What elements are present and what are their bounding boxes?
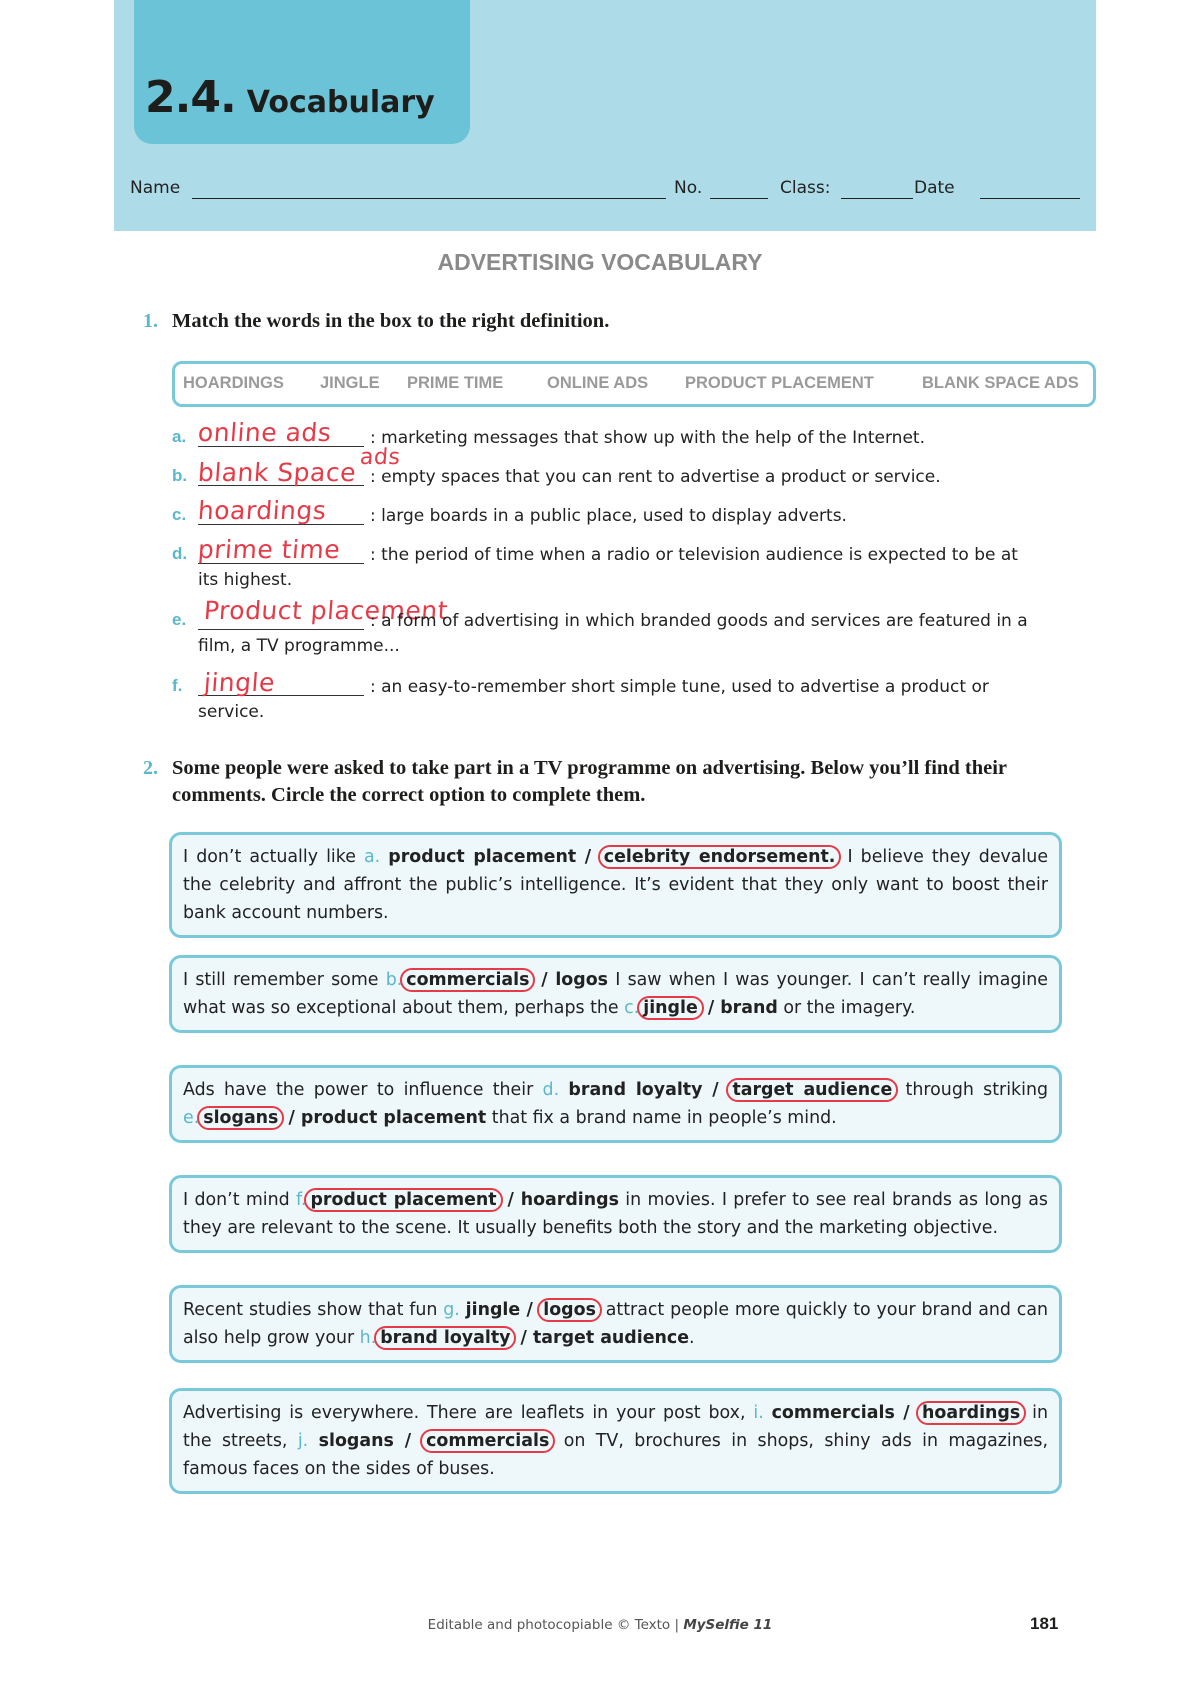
separator: /: [701, 998, 721, 1018]
option-g-1[interactable]: jingle: [465, 1300, 521, 1320]
def-a-letter: a.: [172, 427, 187, 446]
def-b-answer-ads: ads: [359, 445, 402, 470]
comment-box-3: [169, 1065, 1062, 1143]
def-e-blank[interactable]: [198, 629, 364, 630]
def-a-answer: online ads: [196, 418, 333, 447]
separator: /: [894, 1403, 918, 1423]
blank-b-letter: b.: [385, 970, 403, 990]
option-a-2-circled[interactable]: celebrity endorsement.: [598, 845, 842, 869]
option-b-2[interactable]: logos: [555, 970, 608, 990]
option-d-2-circled[interactable]: target audience: [726, 1078, 898, 1102]
comment-6-text-mid: in the streets,: [183, 1403, 1048, 1451]
blank-e-letter: e.: [183, 1108, 200, 1128]
def-e-text: : a form of advertising in which branded goods and services are featured in a: [370, 611, 1028, 631]
blank-g-letter: g.: [443, 1300, 460, 1320]
word-online-ads: ONLINE ADS: [547, 374, 649, 392]
word-hoardings: HOARDINGS: [183, 374, 284, 392]
word-product-placement: PRODUCT PLACEMENT: [685, 374, 874, 392]
name-field[interactable]: [192, 198, 666, 199]
comment-box-2: [169, 955, 1062, 1033]
word-jingle: JINGLE: [320, 374, 380, 392]
comment-5-text-end: .: [689, 1328, 695, 1348]
def-c-answer: hoardings: [196, 496, 328, 525]
comment-1-text: I don’t actually like: [183, 847, 364, 867]
option-c-1-circled[interactable]: jingle: [637, 996, 704, 1020]
word-prime-time: PRIME TIME: [407, 374, 504, 392]
comment-3-text-end: that fix a brand name in people’s mind.: [486, 1108, 837, 1128]
def-f-answer: jingle: [202, 668, 276, 697]
option-i-1[interactable]: commercials: [771, 1403, 895, 1423]
blank-d-letter: d.: [542, 1080, 560, 1100]
def-f-text: : an easy-to-remember short simple tune, used to advertise a product or: [370, 677, 989, 697]
comment-4-text-end: in movies. I prefer to see real brands as long as they are relevant to the scene. It usually benefits both the story and the marketing objective.: [183, 1190, 1048, 1238]
separator: /: [533, 970, 556, 990]
option-e-2[interactable]: product placement: [300, 1108, 487, 1128]
class-label: Class:: [780, 178, 831, 198]
separator: /: [576, 847, 600, 867]
comment-1-text-end: I believe they devalue the celebrity and affront the public’s intelligence. It’s evident that they only want to boost their bank account numbers.: [183, 847, 1049, 923]
comment-box-6: [169, 1388, 1062, 1494]
comment-2-text-mid: I saw when I was younger. I can’t really imagine what was so exceptional about them, perhaps the: [183, 970, 1048, 1018]
option-h-2[interactable]: target audience: [532, 1328, 689, 1348]
comment-box-4: [169, 1175, 1062, 1253]
comment-3-text-mid: through striking: [896, 1080, 1048, 1100]
def-f-text-cont: service.: [198, 702, 265, 722]
option-j-2-circled[interactable]: commercials: [420, 1429, 555, 1453]
separator: /: [702, 1080, 729, 1100]
name-label: Name: [130, 178, 181, 198]
option-j-1[interactable]: slogans: [318, 1431, 394, 1451]
no-label: No.: [674, 178, 703, 198]
def-d-letter: d.: [172, 544, 188, 563]
separator: /: [514, 1328, 533, 1348]
q2-number: 2.: [143, 757, 158, 779]
option-d-1[interactable]: brand loyalty: [568, 1080, 703, 1100]
def-c-text: : large boards in a public place, used to display adverts.: [370, 506, 847, 526]
comment-6-text-end: on TV, brochures in shops, shiny ads in magazines, famous faces on the sides of buses.: [183, 1431, 1048, 1479]
def-b-letter: b.: [172, 466, 188, 485]
comment-box-5: [169, 1285, 1062, 1363]
comment-4-text: I don’t mind: [183, 1190, 297, 1210]
page-title: [145, 72, 435, 123]
footer-text: Editable and photocopiable © Texto |: [427, 1617, 684, 1633]
def-c-letter: c.: [172, 505, 187, 524]
def-d-text-cont: its highest.: [198, 570, 293, 590]
option-g-2-circled[interactable]: logos: [537, 1298, 602, 1322]
blank-j-letter: j.: [297, 1431, 309, 1451]
comment-2-text-end: or the imagery.: [777, 998, 916, 1018]
blank-a-letter: a.: [364, 847, 381, 867]
option-b-1-circled[interactable]: commercials: [400, 968, 535, 992]
def-a-text: : marketing messages that show up with the help of the Internet.: [370, 428, 925, 448]
footer-book: MySelfie 11: [683, 1617, 773, 1633]
option-e-1-circled[interactable]: slogans: [197, 1106, 284, 1130]
no-field[interactable]: [710, 198, 768, 199]
blank-i-letter: i.: [753, 1403, 764, 1423]
def-b-answer: blank Space: [196, 458, 358, 487]
separator: /: [282, 1108, 301, 1128]
option-f-1-circled[interactable]: product placement: [304, 1188, 502, 1212]
q2-instruction: Some people were asked to take part in a TV programme on advertising. Below you’ll find their comments. Circle the correct option to complete them.: [172, 757, 1007, 806]
def-e-letter: e.: [172, 610, 187, 629]
def-e-text-cont: film, a TV programme...: [198, 636, 400, 656]
blank-f-letter: f.: [296, 1190, 307, 1210]
def-e-answer: Product placement: [202, 596, 450, 625]
option-f-2[interactable]: hoardings: [520, 1190, 619, 1210]
section-number: 2.4.: [145, 72, 236, 123]
q1-number: 1.: [143, 310, 158, 332]
comment-2-text: I still remember some: [183, 970, 386, 990]
q1-instruction: Match the words in the box to the right definition.: [172, 310, 610, 332]
separator: /: [393, 1431, 423, 1451]
word-box: [172, 361, 1096, 407]
comment-6-text: Advertising is everywhere. There are leaflets in your post box,: [183, 1403, 754, 1423]
comment-box-1: [169, 832, 1062, 938]
blank-c-letter: c.: [624, 998, 640, 1018]
option-i-2-circled[interactable]: hoardings: [916, 1401, 1026, 1425]
comment-5-text-mid: attract people more quickly to your brand and can also help grow your: [183, 1300, 1048, 1348]
def-d-answer: prime time: [196, 535, 342, 564]
date-label: Date: [914, 178, 955, 198]
date-field[interactable]: [980, 198, 1080, 199]
def-d-text: : the period of time when a radio or television audience is expected to be at: [370, 545, 1018, 565]
section-name: Vocabulary: [246, 85, 435, 120]
page-number: 181: [1030, 1614, 1059, 1633]
separator: /: [520, 1300, 540, 1320]
footer: [0, 1617, 1200, 1633]
separator: /: [500, 1190, 521, 1210]
class-field[interactable]: [841, 198, 913, 199]
word-blank-space-ads: BLANK SPACE ADS: [922, 374, 1079, 392]
blank-h-letter: h.: [359, 1328, 377, 1348]
option-a-1[interactable]: product placement: [388, 847, 577, 867]
def-b-text: : empty spaces that you can rent to advertise a product or service.: [370, 467, 941, 487]
comment-3-text: Ads have the power to influence their: [183, 1080, 543, 1100]
option-h-1-circled[interactable]: brand loyalty: [374, 1326, 516, 1350]
option-c-2[interactable]: brand: [720, 998, 778, 1018]
section-title: ADVERTISING VOCABULARY: [437, 249, 763, 275]
comment-5-text: Recent studies show that fun: [183, 1300, 444, 1320]
def-f-letter: f.: [172, 676, 183, 695]
